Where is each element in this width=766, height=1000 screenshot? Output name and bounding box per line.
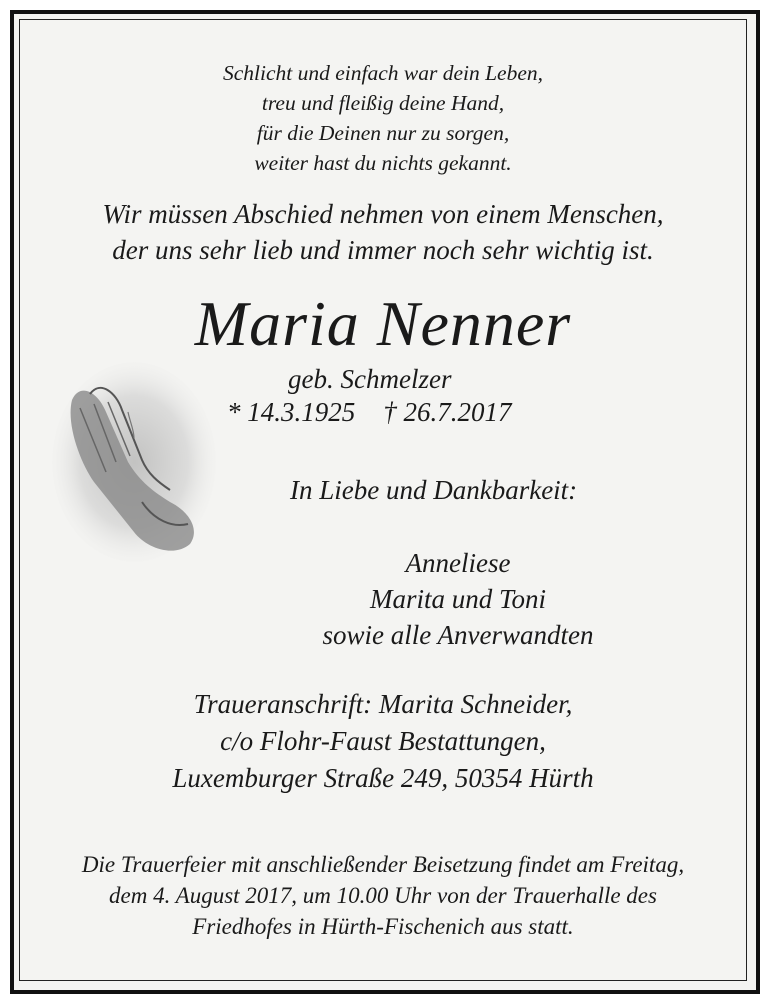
family-names [258, 545, 658, 653]
deceased-name: Maria Nenner [194, 288, 572, 359]
address-line: Luxemburger Straße 249, 50354 Hürth [172, 763, 594, 793]
poem-line: für die Deinen nur zu sorgen, [256, 121, 510, 145]
poem-line: Schlicht und einfach war dein Leben, [222, 61, 544, 85]
service-info [0, 849, 766, 942]
mourning-address [0, 686, 766, 797]
love-line: In Liebe und Dankbarkeit: [290, 475, 578, 505]
birth-date: * 14.3.1925 [227, 397, 356, 427]
family-line: Anneliese [405, 548, 511, 578]
poem-line: weiter hast du nichts gekannt. [254, 151, 512, 175]
poem-line: treu und fleißig deine Hand, [261, 91, 505, 115]
intro-line: Wir müssen Abschied nehmen von einem Menschen, [102, 199, 664, 229]
birth-name: geb. Schmelzer [288, 364, 452, 394]
death-date: † 26.7.2017 [383, 397, 512, 427]
service-line: Friedhofes in Hürth-Fischenich aus statt. [192, 914, 574, 939]
family-line: sowie alle Anverwandten [322, 620, 594, 650]
service-line: Die Trauerfeier mit anschließender Beisetzung findet am Freitag, [81, 852, 685, 877]
life-dates [227, 397, 540, 428]
family-line: Marita und Toni [369, 584, 547, 614]
address-line: Traueranschrift: Marita Schneider, [193, 689, 573, 719]
praying-hands-icon [50, 352, 218, 564]
service-line: dem 4. August 2017, um 10.00 Uhr von der Trauerhalle des [109, 883, 657, 908]
intro-text [0, 196, 766, 268]
poem [0, 58, 766, 178]
intro-line: der uns sehr lieb und immer noch sehr wichtig ist. [112, 235, 654, 265]
address-line: c/o Flohr-Faust Bestattungen, [220, 726, 546, 756]
